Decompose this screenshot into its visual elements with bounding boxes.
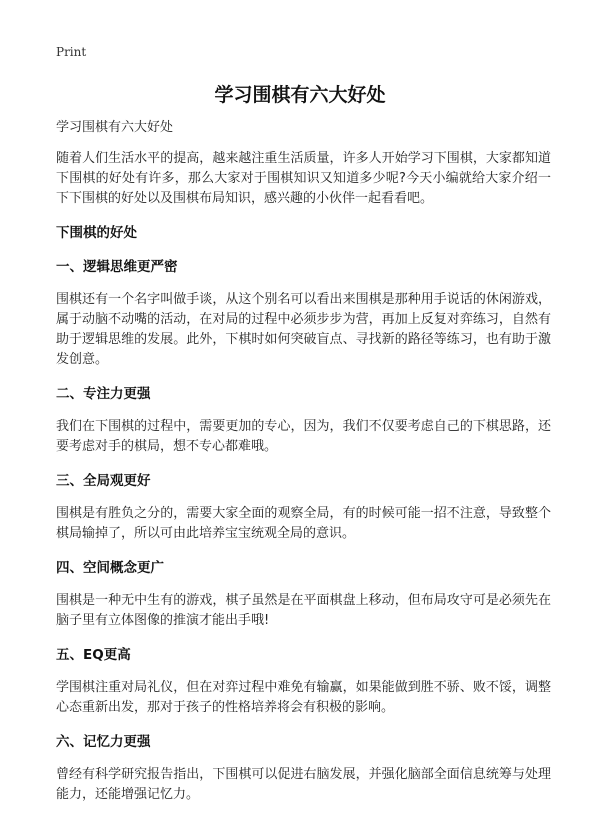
benefits-heading: 下围棋的好处	[56, 225, 137, 241]
section-body-eq: 学围棋注重对局礼仪，但在对弈过程中难免有输赢，如果能做到胜不骄、败不馁，调整心态重新出发，那对于孩子的性格培养将会有积极的影响。	[56, 680, 551, 715]
intro-paragraph: 随着人们生活水平的提高，越来越注重生活质量，许多人开始学习下围棋，大家都知道下围棋的好处有许多，那么大家对于围棋知识又知道多少呢?今天小编就给大家介绍一下下围棋的好处以及围棋布局知识，感兴趣的小伙伴一起看看吧。	[56, 151, 551, 206]
section-heading-focus: 二、专注力更强	[56, 386, 151, 402]
section-heading-eq: 五、EQ更高	[56, 647, 131, 663]
section-heading-logic: 一、逻辑思维更严密	[56, 259, 178, 275]
print-link[interactable]: Print	[56, 45, 87, 59]
section-body-overview: 围棋是有胜负之分的，需要大家全面的观察全局，有的时候可能一招不注意，导致整个棋局输掉了，所以可由此培养宝宝统观全局的意识。	[56, 506, 551, 541]
article-body	[56, 119, 551, 805]
section-body-space: 围棋是一种无中生有的游戏，棋子虽然是在平面棋盘上移动，但布局攻守可是必须先在脑子里有立体图像的推演才能出手哦!	[56, 593, 551, 628]
section-heading-overview: 三、全局观更好	[56, 473, 151, 489]
page-title: 学习围棋有六大好处	[214, 84, 386, 106]
article-subtitle: 学习围棋有六大好处	[56, 120, 174, 135]
section-body-logic: 围棋还有一个名字叫做手谈，从这个别名可以看出来围棋是那种用手说话的休闲游戏，属于动脑不动嘴的活动，在对局的过程中必须步步为营，再加上反复对弈练习，自然有助于逻辑思维的发展。此外，下棋时如何突破盲点、寻找新的路径等练习，也有助于激发创意。	[56, 292, 551, 367]
section-heading-space: 四、空间概念更广	[56, 560, 164, 576]
section-body-memory: 曾经有科学研究报告指出，下围棋可以促进右脑发展，并强化脑部全面信息统筹与处理能力，还能增强记忆力。	[56, 767, 551, 802]
section-heading-memory: 六、记忆力更强	[56, 734, 151, 750]
section-body-focus: 我们在下围棋的过程中，需要更加的专心，因为，我们不仅要考虑自己的下棋思路，还要考虑对手的棋局，想不专心都难哦。	[56, 419, 551, 454]
